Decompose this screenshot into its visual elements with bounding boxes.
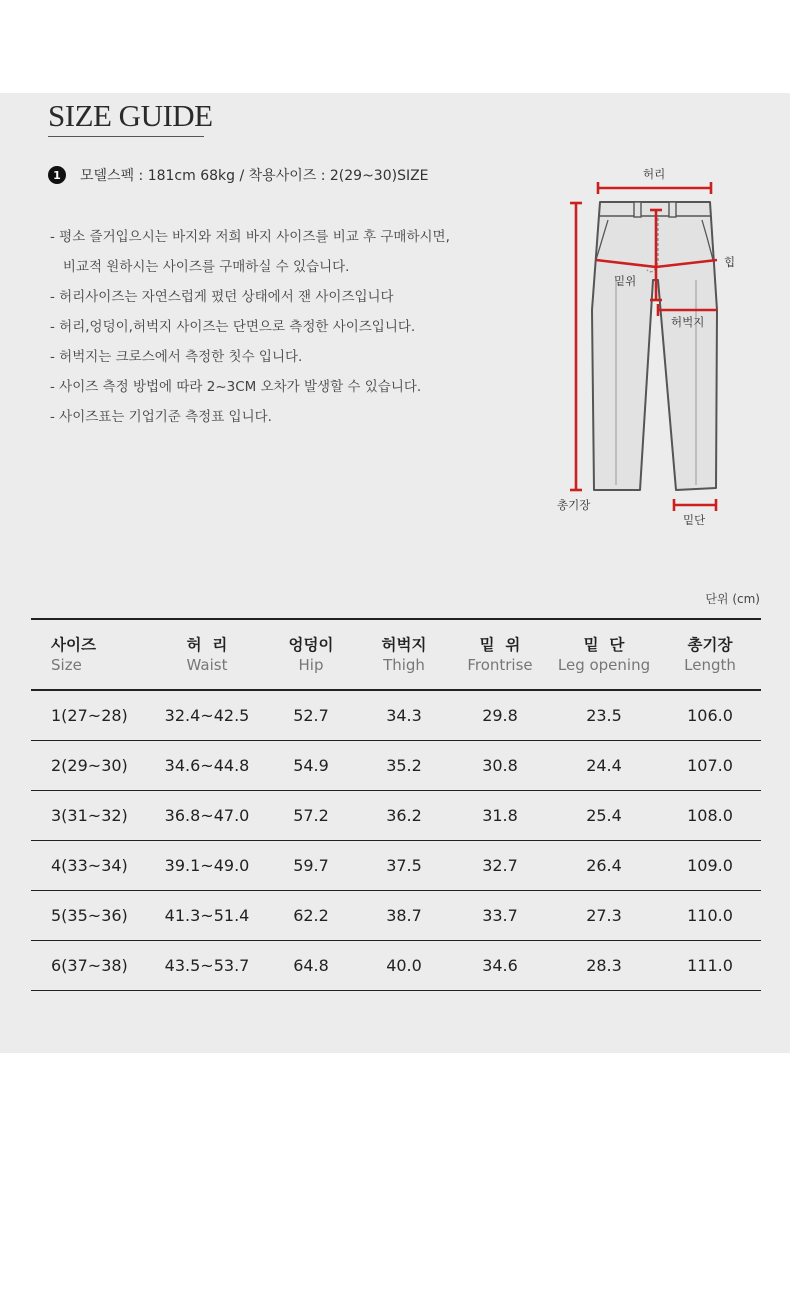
hip-label: 힙 (724, 255, 736, 269)
header-length: 총기장 Length (684, 635, 736, 674)
cell-waist: 36.8~47.0 (164, 805, 250, 825)
cell-length: 109.0 (687, 855, 733, 875)
cell-waist: 43.5~53.7 (164, 955, 250, 975)
cell-waist: 41.3~51.4 (164, 905, 250, 925)
table-row (31, 940, 761, 990)
note-item: - 허벅지는 크로스에서 측정한 칫수 입니다. (50, 349, 303, 365)
cell-leg-opening: 26.4 (586, 855, 622, 875)
table-row (31, 890, 761, 940)
cell-size: 2(29~30) (51, 755, 128, 775)
title-underline (48, 136, 204, 137)
pants-measurement-diagram (550, 160, 750, 540)
cell-leg-opening: 23.5 (586, 705, 622, 725)
cell-hip: 59.7 (293, 855, 329, 875)
note-item: - 허리,엉덩이,허벅지 사이즈는 단면으로 측정한 사이즈입니다. (50, 319, 416, 335)
cell-length: 111.0 (687, 955, 733, 975)
table-row (31, 790, 761, 840)
page-title: SIZE GUIDE (48, 98, 213, 133)
cell-leg-opening: 24.4 (586, 755, 622, 775)
cell-waist: 39.1~49.0 (164, 855, 250, 875)
cell-thigh: 36.2 (386, 805, 422, 825)
cell-hip: 57.2 (293, 805, 329, 825)
cell-thigh: 37.5 (386, 855, 422, 875)
thigh-label: 허벅지 (671, 315, 705, 329)
note-item: - 평소 즐거입으시는 바지와 저희 바지 사이즈를 비교 후 구매하시면, (50, 229, 450, 245)
header-leg-opening: 밑 단 Leg opening (557, 635, 651, 674)
size-table (31, 618, 761, 991)
cell-length: 110.0 (687, 905, 733, 925)
cell-frontrise: 29.8 (482, 705, 518, 725)
cell-hip: 52.7 (293, 705, 329, 725)
unit-label: 단위 (cm) (705, 592, 760, 606)
cell-size: 4(33~34) (51, 855, 128, 875)
cell-size: 6(37~38) (51, 955, 128, 975)
header-frontrise: 밑 위 Frontrise (467, 635, 533, 674)
cell-frontrise: 33.7 (482, 905, 518, 925)
model-spec-text: 모델스펙 : 181cm 68kg / 착용사이즈 : 2(29~30)SIZE (80, 168, 429, 184)
cell-leg-opening: 28.3 (586, 955, 622, 975)
table-row (31, 690, 761, 740)
cell-waist: 32.4~42.5 (164, 705, 250, 725)
cell-length: 106.0 (687, 705, 733, 725)
table-row (31, 740, 761, 790)
cell-thigh: 35.2 (386, 755, 422, 775)
cell-size: 3(31~32) (51, 805, 128, 825)
cell-frontrise: 32.7 (482, 855, 518, 875)
cell-thigh: 40.0 (386, 955, 422, 975)
cell-size: 5(35~36) (51, 905, 128, 925)
table-row (31, 840, 761, 890)
model-spec (48, 163, 429, 187)
cell-length: 107.0 (687, 755, 733, 775)
cell-waist: 34.6~44.8 (164, 755, 250, 775)
cell-leg-opening: 27.3 (586, 905, 622, 925)
hem-label: 밑단 (683, 513, 706, 527)
cell-hip: 62.2 (293, 905, 329, 925)
cell-hip: 54.9 (293, 755, 329, 775)
header-size: 사이즈 Size (51, 635, 96, 674)
table-header-row (31, 619, 761, 690)
pants-illustration (550, 160, 750, 540)
number-badge-icon: 1 (48, 166, 66, 184)
length-label: 총기장 (557, 498, 591, 512)
cell-frontrise: 34.6 (482, 955, 518, 975)
cell-length: 108.0 (687, 805, 733, 825)
header-waist: 허 리 Waist (186, 635, 228, 674)
note-item: - 사이즈 측정 방법에 따라 2~3CM 오차가 발생할 수 있습니다. (50, 379, 422, 395)
note-item: 비교적 원하시는 사이즈를 구매하실 수 있습니다. (50, 259, 350, 275)
cell-size: 1(27~28) (51, 705, 128, 725)
note-item: - 사이즈표는 기업기준 측정표 입니다. (50, 409, 272, 425)
cell-hip: 64.8 (293, 955, 329, 975)
size-notes (50, 225, 450, 435)
note-item: - 허리사이즈는 자연스럽게 폈던 상태에서 잰 사이즈입니다 (50, 289, 394, 305)
rise-label: 밑위 (614, 274, 637, 288)
cell-thigh: 38.7 (386, 905, 422, 925)
cell-frontrise: 31.8 (482, 805, 518, 825)
cell-leg-opening: 25.4 (586, 805, 622, 825)
cell-thigh: 34.3 (386, 705, 422, 725)
header-hip: 엉덩이 Hip (288, 635, 334, 674)
waist-label: 허리 (643, 167, 666, 181)
header-thigh: 허벅지 Thigh (381, 635, 427, 674)
cell-frontrise: 30.8 (482, 755, 518, 775)
